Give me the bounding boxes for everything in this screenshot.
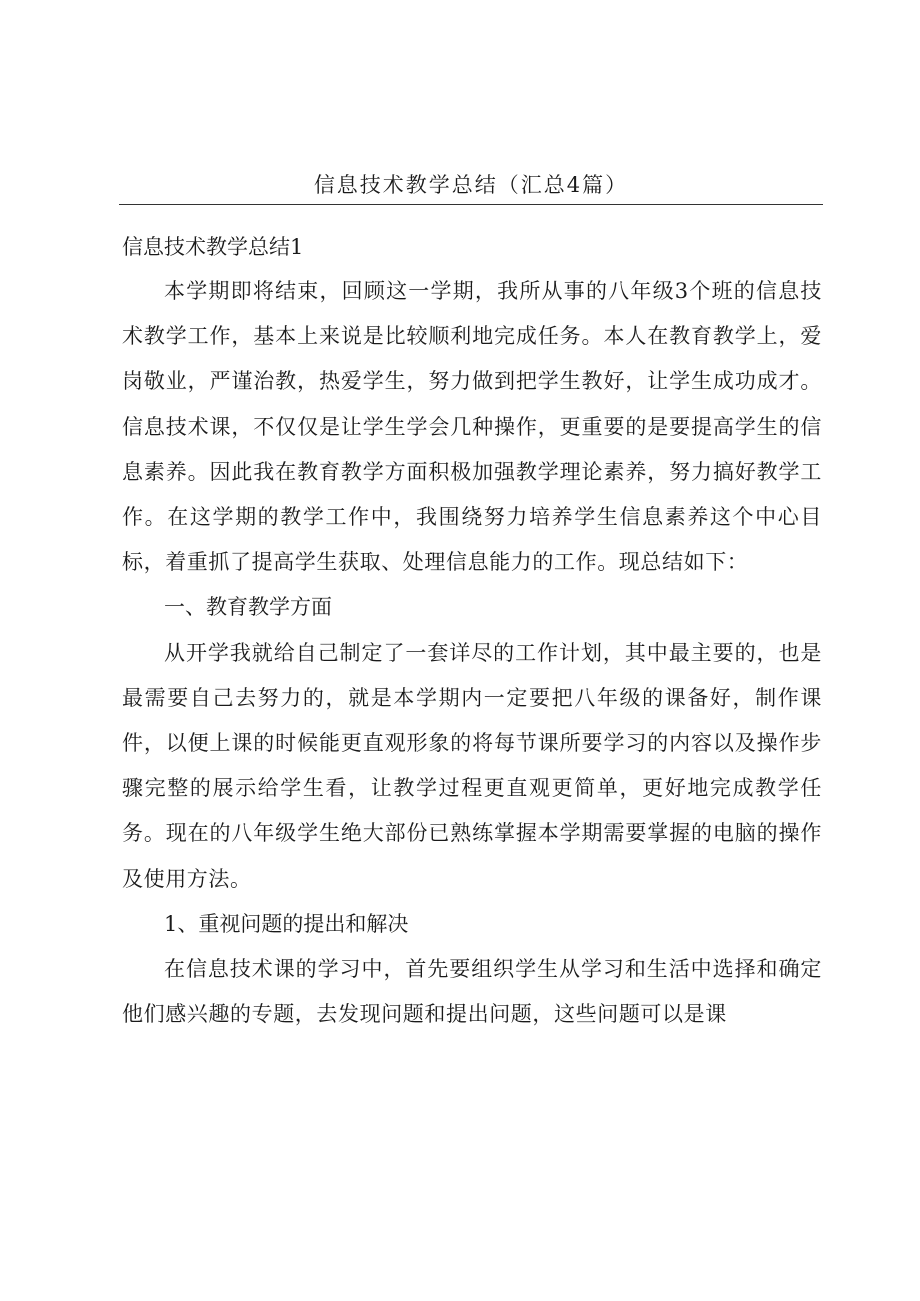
paragraph-plan: 从开学我就给自己制定了一套详尽的工作计划，其中最主要的，也是最需要自己去努力的，就是本学期内一定要把八年级的课备好，制作课件，以便上课的时候能更直观形象的将每节课所要学习的内容以及操作步骤完整的展示给学生看，让教学过程更直观更简单，更好地完成教学任务。现在的八年级学生绝大部份已熟练掌握本学期需要掌握的电脑的操作及使用方法。 [122, 640, 822, 891]
document-title: 信息技术教学总结（汇总4篇） [313, 173, 629, 197]
subheading-education: 一、教育教学方面 [164, 595, 332, 620]
subheading-problems: 1、重视问题的提出和解决 [164, 911, 409, 936]
title-underline [119, 204, 823, 205]
document-body [122, 225, 822, 1037]
paragraph-problems: 在信息技术课的学习中，首先要组织学生从学习和生活中选择和确定他们感兴趣的专题，去发现问题和提出问题，这些问题可以是课 [122, 957, 822, 1027]
paragraph-intro: 本学期即将结束，回顾这一学期，我所从事的八年级3个班的信息技术教学工作，基本上来说是比较顺利地完成任务。本人在教育教学上，爱岗敬业，严谨治教，热爱学生，努力做到把学生教好，让学生成功成才。信息技术课，不仅仅是让学生学会几种操作，更重要的是要提高学生的信息素养。因此我在教育教学方面积极加强教学理论素养，努力搞好教学工作。在这学期的教学工作中，我围绕努力培养学生信息素养这个中心目标，着重抓了提高学生获取、处理信息能力的工作。现总结如下： [122, 279, 822, 575]
section-heading: 信息技术教学总结1 [122, 235, 304, 259]
